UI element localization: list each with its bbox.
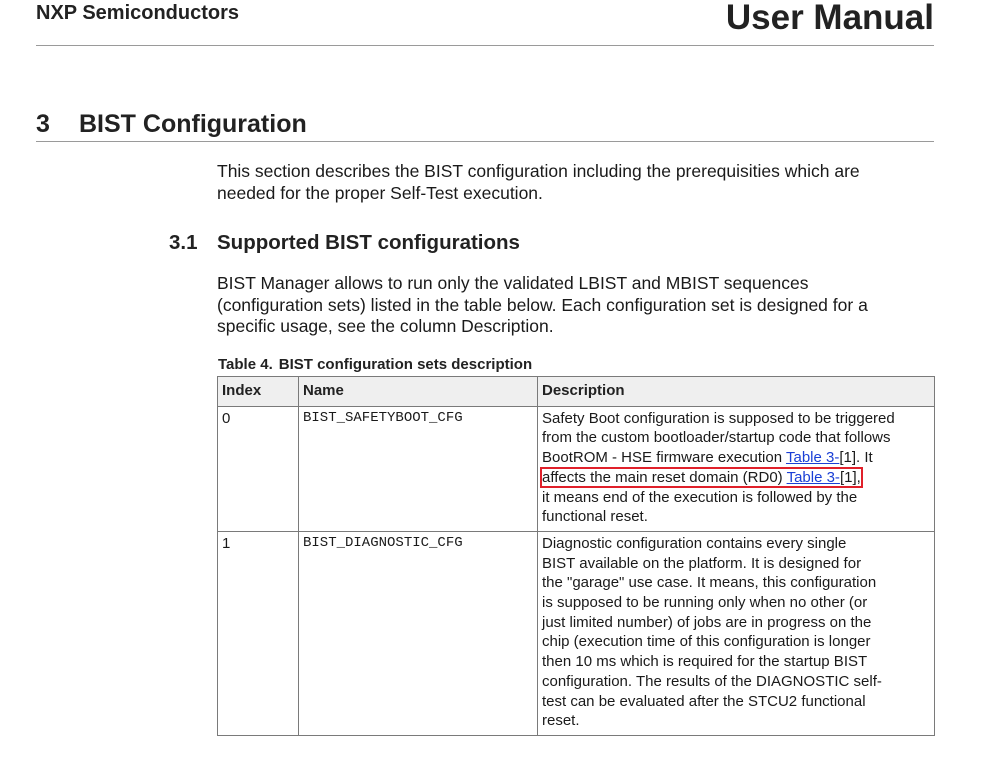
description-line: from the custom bootloader/startup code that follows bbox=[542, 429, 891, 447]
table-3-link[interactable]: Table 3- bbox=[785, 449, 840, 467]
description-line: BIST available on the platform. It is designed for bbox=[542, 554, 862, 572]
section-divider bbox=[36, 141, 934, 142]
description-line: test can be evaluated after the STCU2 functional bbox=[542, 692, 866, 710]
section-intro bbox=[217, 161, 907, 204]
description-line: Diagnostic configuration contains every single bbox=[542, 534, 847, 552]
table-header-row bbox=[218, 377, 935, 407]
description-line: then 10 ms which is required for the startup BIST bbox=[542, 653, 868, 671]
paragraph-line: BIST Manager allows to run only the validated LBIST and MBIST sequences bbox=[217, 273, 809, 293]
description-line bbox=[542, 448, 930, 468]
row-name: BIST_DIAGNOSTIC_CFG bbox=[299, 531, 538, 735]
table-caption-label: Table 4. bbox=[218, 356, 273, 373]
paragraph-line: specific usage, see the column Description. bbox=[217, 316, 554, 337]
subsection-title: Supported BIST configurations bbox=[217, 231, 520, 254]
row-description bbox=[538, 406, 935, 531]
column-header-name: Name bbox=[299, 377, 538, 407]
document-type: User Manual bbox=[725, 0, 934, 37]
intro-line: This section describes the BIST configuration including the prerequisities which are bbox=[217, 161, 860, 181]
table-caption-title: BIST configuration sets description bbox=[278, 356, 533, 373]
row-index: 1 bbox=[218, 531, 299, 735]
description-text: [1]. It bbox=[839, 449, 873, 467]
description-line: Safety Boot configuration is supposed to be triggered bbox=[542, 409, 895, 427]
column-header-description: Description bbox=[538, 377, 935, 407]
description-line: reset. bbox=[542, 712, 580, 730]
table-caption bbox=[218, 356, 532, 373]
description-line: it means end of the execution is followed by the bbox=[542, 488, 858, 506]
description-line: functional reset. bbox=[542, 508, 648, 526]
subsection-heading bbox=[169, 231, 520, 255]
bist-config-table bbox=[217, 376, 935, 736]
intro-line: needed for the proper Self-Test execution. bbox=[217, 182, 543, 203]
table-row bbox=[218, 531, 935, 735]
description-line: configuration. The results of the DIAGNOSTIC self- bbox=[542, 672, 882, 690]
company-name: NXP Semiconductors bbox=[36, 2, 240, 24]
section-heading bbox=[36, 110, 307, 139]
column-header-index: Index bbox=[218, 377, 299, 407]
paragraph-line: (configuration sets) listed in the table below. Each configuration set is designed for a bbox=[217, 294, 868, 315]
description-line: the "garage" use case. It means, this configuration bbox=[542, 574, 877, 592]
row-description bbox=[538, 531, 935, 735]
highlighted-text-box bbox=[542, 469, 861, 486]
description-line: chip (execution time of this configuration is longer bbox=[542, 633, 871, 651]
description-line bbox=[542, 468, 930, 488]
table-3-link[interactable]: Table 3- bbox=[786, 468, 840, 486]
description-text: affects the main reset domain (RD0) bbox=[542, 468, 787, 486]
header-divider bbox=[36, 45, 934, 46]
row-name: BIST_SAFETYBOOT_CFG bbox=[299, 406, 538, 531]
row-index: 0 bbox=[218, 406, 299, 531]
table-row bbox=[218, 406, 935, 531]
section-number: 3 bbox=[36, 110, 50, 138]
description-line: just limited number) of jobs are in progress on the bbox=[542, 613, 872, 631]
subsection-paragraph bbox=[217, 273, 917, 338]
description-text: [1], bbox=[839, 468, 861, 486]
section-title: BIST Configuration bbox=[79, 110, 307, 138]
description-text: BootROM - HSE firmware execution bbox=[542, 449, 786, 467]
description-line: is supposed to be running only when no other (or bbox=[542, 594, 868, 612]
subsection-number: 3.1 bbox=[169, 231, 198, 254]
